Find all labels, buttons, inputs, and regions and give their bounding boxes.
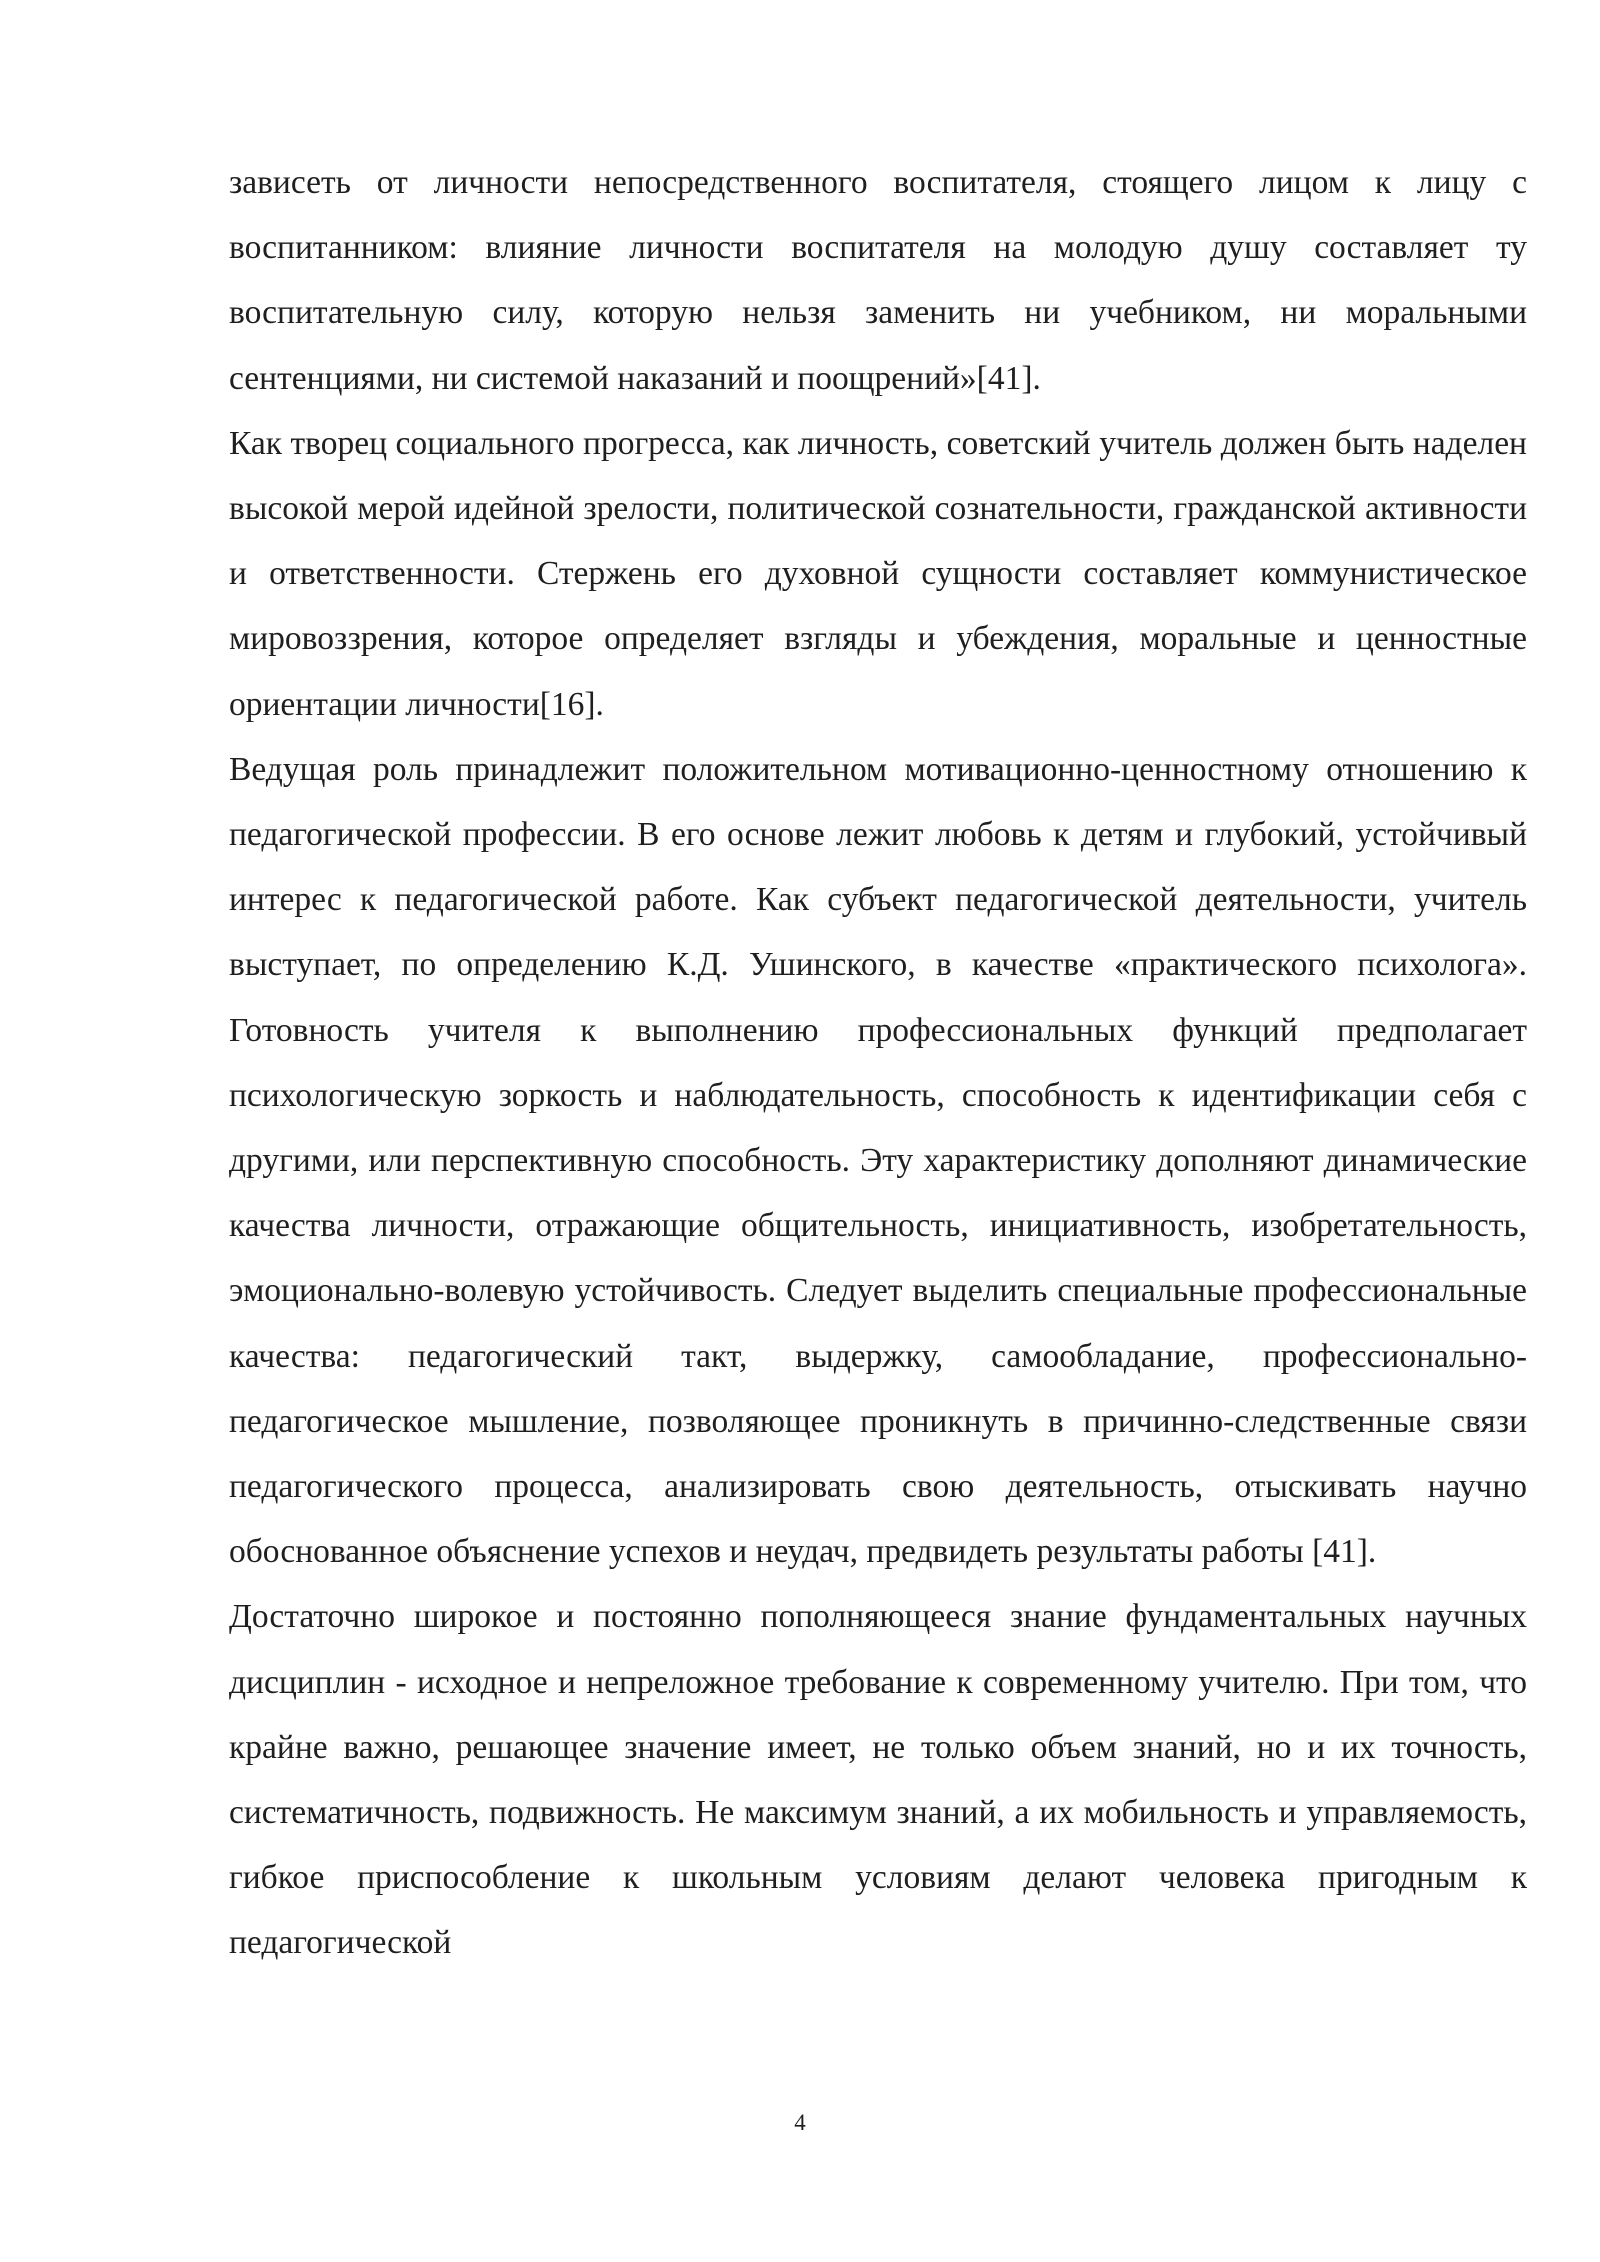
paragraph-2: Как творец социального прогресса, как личность, советский учитель должен быть наделен высокой мерой идейной зрелости, политической сознательности, гражданской активности и ответственности. Стержень его духовной сущности составляет коммунистическое мировоззрения, которое определяет взгляды и убеждения, моральные и ценностные ориентации личности[16]. (229, 424, 1527, 723)
page-number: 4 (794, 2110, 806, 2135)
paragraph-3: Ведущая роль принадлежит положительном мотивационно-ценностному отношению к педагогической профессии. В его основе лежит любовь к детям и глубокий, устойчивый интерес к педагогической работе. Как субъект педагогической деятельности, учитель выступает, по определению К.Д. Ушинского, в качестве «практического психолога». Готовность учителя к выполнению профессиональных функций предполагает психологическую зоркость и наблюдательность, способность к идентификации себя с другими, или перспективную способность. Эту характеристику дополняют динамические качества личности, отражающие общительность, инициативность, изобретательность, эмоционально-волевую устойчивость. Следует выделить специальные профессиональные качества: педагогический такт, выдержку, самообладание, профессионально-педагогическое мышление, позволяющее проникнуть в причинно-следственные связи педагогического процесса, анализировать свою деятельность, отыскивать научно обоснованное объяснение успехов и неудач, предвидеть результаты работы [41]. (229, 750, 1527, 1571)
paragraph-4: Достаточно широкое и постоянно пополняющееся знание фундаментальных научных дисциплин - исходное и непреложное требование к современному учителю. При том, что крайне важно, решающее значение имеет, не только объем знаний, но и их точность, систематичность, подвижность. Не максимум знаний, а их мобильность и управляемость, гибкое приспособление к школьным условиям делают человека пригодным к педагогической (229, 1598, 1527, 1962)
paragraph-1: зависеть от личности непосредственного воспитателя, стоящего лицом к лицу с воспитанником: влияние личности воспитателя на молодую душу составляет ту воспитательную силу, которую нельзя заменить ни учебником, ни моральными сентенциями, ни системой наказаний и поощрений»[41]. (229, 164, 1527, 397)
body-text (229, 150, 1527, 1976)
